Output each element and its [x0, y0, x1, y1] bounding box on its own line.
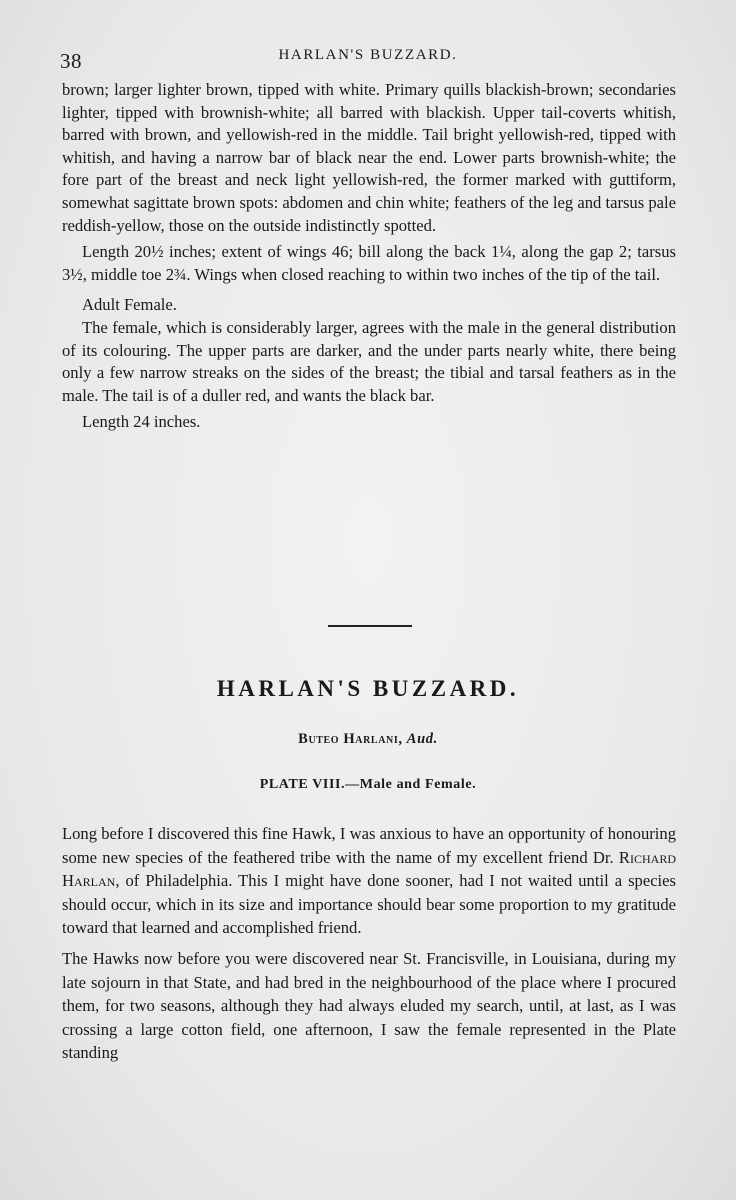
section-title: HARLAN'S BUZZARD.: [216, 676, 520, 701]
latin-author: Aud.: [406, 731, 438, 747]
running-head: HARLAN'S BUZZARD.: [278, 47, 458, 63]
female-description: The female, which is considerably larger, agrees with the male in the general distribution of its colouring. The upper parts are darker, and the under parts nearly white, there being only a few narrow streaks on the sides of the breast; the tibial and tarsal feathers as in the male. The tail is of a duller red, and wants the black bar.: [62, 317, 676, 405]
narrative-paragraph-2: The Hawks now before you were discovered near St. Francisville, in Louisiana, during my late sojourn in that State, and had bred in the neighbourhood of the place where I procured them, for two seasons, although they had always eluded my search, until, at last, as I was crossing a large cotton field, one afternoon, I saw the female represented in the Plate standing: [62, 948, 676, 1063]
plate-caption: PLATE VIII.—Male and Female.: [259, 777, 477, 792]
narrative-text: [62, 822, 676, 1065]
female-heading: Adult Female.: [82, 295, 177, 315]
plumage-description: brown; larger lighter brown, tipped with white. Primary quills blackish-brown; secondaries lighter, tipped with brownish-white; all barred with blackish. Upper tail-coverts whitish, barred with brown, and yellowish-red in the middle. Tail bright yellowish-red, tipped with whitish, and having a narrow bar of black near the end. Lower parts brownish-white; the fore part of the breast and neck light yellowish-red, the former marked with guttiform, somewhat sagittate brown spots: abdomen and chin white; feathers of the leg and tarsus pale reddish-yellow, those on the outside indistinctly spotted.: [62, 80, 676, 235]
section-divider: [328, 625, 412, 627]
p1-before: Long before I discovered this fine Hawk, I was anxious to have an opportunity of honouring some new species of the feathered tribe with the name of my excellent friend Dr.: [62, 824, 676, 867]
latin-name-line: [0, 731, 736, 748]
narrative-paragraph: [62, 822, 676, 940]
continuation-text: [62, 79, 676, 434]
page-number: 38: [60, 49, 82, 73]
female-length: Length 24 inches.: [82, 412, 201, 432]
latin-name: Buteo Harlani,: [298, 731, 403, 747]
person-name: Richard Harlan: [62, 847, 676, 891]
male-measurements: Length 20½ inches; extent of wings 46; bill along the back 1¼, along the gap 2; tarsus 3½, middle toe 2¾. Wings when closed reaching to within two inches of the tip of the tail.: [62, 242, 676, 284]
p1-after: , of Philadelphia. This I might have done sooner, had I not waited until a species should occur, which in its size and importance should bear some proportion to my gratitude toward that learned and accomplished friend.: [62, 871, 676, 938]
